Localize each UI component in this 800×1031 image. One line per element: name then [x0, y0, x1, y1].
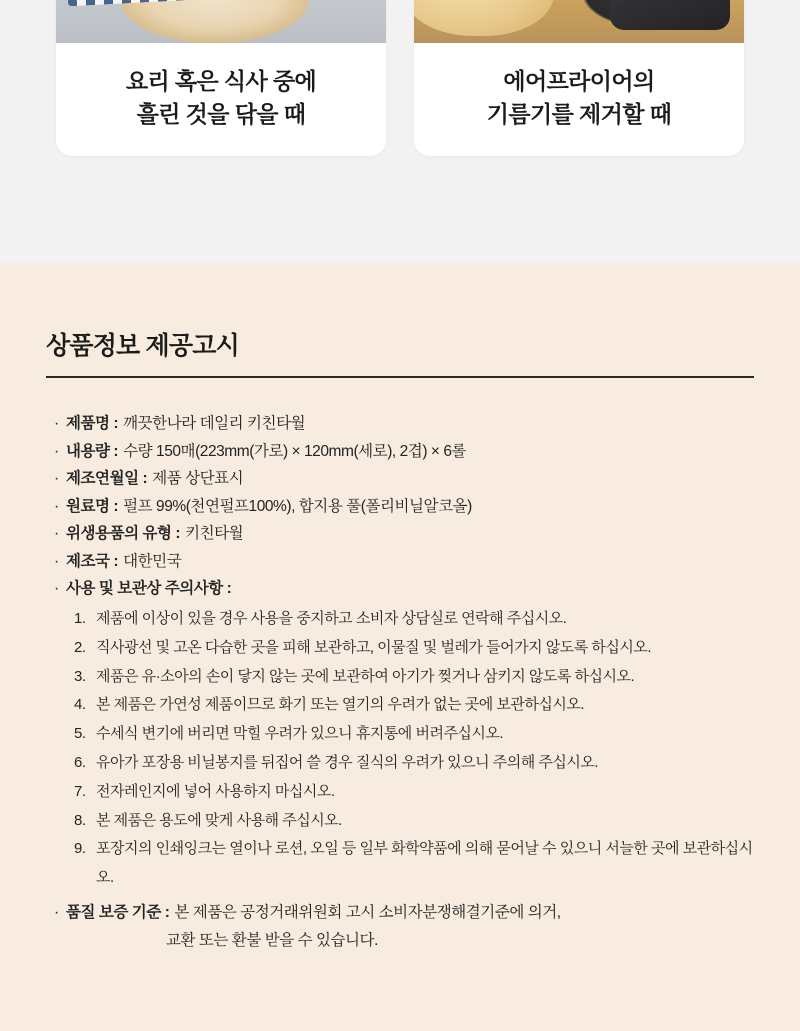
usage-card-cooking-spill — [56, 0, 386, 156]
spec-row-warranty — [46, 899, 754, 927]
bullet-icon: · — [54, 904, 59, 922]
bullet-icon: · — [54, 525, 59, 543]
precaution-item — [74, 663, 754, 692]
precaution-text: 포장지의 인쇄잉크는 열이나 로션, 오일 등 일부 화학약품에 의해 묻어날 수 있으니 서늘한 곳에 보관하십시오. — [96, 840, 753, 887]
spec-label: 내용량 : — [66, 442, 119, 460]
bullet-icon: · — [54, 470, 59, 488]
spec-row-hygiene-type — [46, 520, 754, 548]
warranty-second-line: 교환 또는 환불 받을 수 있습니다. — [166, 931, 378, 949]
precaution-text: 제품은 유·소아의 손이 닿지 않는 곳에 보관하여 아기가 찢거나 삼키지 않도록 하십시오. — [96, 667, 635, 685]
precaution-text: 직사광선 및 고온 다습한 곳을 피해 보관하고, 이물질 및 벌레가 들어가지 않도록 하십시오. — [96, 638, 651, 656]
spec-value: 깨끗한나라 데일리 키친타월 — [123, 415, 306, 432]
precaution-number: 2. — [74, 638, 86, 656]
spec-value: 펄프 99%(천연펄프100%), 합지용 풀(폴리비닐알코올) — [123, 497, 472, 515]
precaution-text: 전자레인지에 넣어 사용하지 마십시오. — [96, 782, 335, 800]
precaution-number: 4. — [74, 696, 86, 714]
precaution-item — [74, 691, 754, 720]
usage-card-caption — [56, 43, 386, 156]
spec-row-country-of-origin — [46, 548, 754, 576]
spec-value: 본 제품은 공정거래위원회 고시 소비자분쟁해결기준에 의거, — [174, 904, 561, 922]
spec-label: 제조연월일 : — [66, 470, 148, 488]
precaution-item — [74, 778, 754, 807]
spec-row-precautions-heading — [46, 575, 754, 603]
precaution-item — [74, 605, 754, 634]
spec-row-ingredients — [46, 493, 754, 521]
precaution-number: 3. — [74, 667, 86, 685]
spec-row-product-name — [46, 410, 754, 438]
title-divider — [46, 376, 754, 378]
precaution-number: 8. — [74, 811, 86, 829]
usage-card-caption — [414, 43, 744, 156]
precaution-text: 본 제품은 가연성 제품이므로 화기 또는 열기의 우려가 없는 곳에 보관하십시오. — [96, 696, 585, 714]
usage-card-caption-line1: 요리 혹은 식사 중에 — [125, 68, 317, 94]
spec-label: 원료명 : — [66, 497, 119, 515]
precaution-text: 유아가 포장용 비닐봉지를 뒤집어 쓸 경우 질식의 우려가 있으니 주의해 주십시오. — [96, 754, 599, 772]
spec-value: 수량 150매(223mm(가로) × 120mm(세로), 2겹) × 6롤 — [123, 442, 467, 460]
precaution-text: 수세식 변기에 버리면 막힐 우려가 있으니 휴지통에 버려주십시오. — [96, 725, 504, 743]
precaution-item — [74, 807, 754, 836]
usage-card-caption-line1: 에어프라이어의 — [503, 68, 655, 94]
precaution-item — [74, 749, 754, 778]
bullet-icon: · — [54, 580, 59, 598]
precaution-number: 7. — [74, 782, 86, 800]
bullet-icon: · — [54, 497, 59, 515]
spec-row-volume — [46, 438, 754, 466]
precaution-item — [74, 835, 754, 893]
precaution-text: 제품에 이상이 있을 경우 사용을 중지하고 소비자 상담실로 연락해 주십시오. — [96, 610, 567, 628]
air-fryer-photo — [414, 0, 744, 43]
spec-value: 제품 상단표시 — [152, 470, 244, 488]
product-info-panel — [0, 263, 800, 1031]
spec-row-manufacture-date — [46, 465, 754, 493]
precaution-number: 9. — [74, 840, 86, 858]
precaution-item — [74, 720, 754, 749]
usage-card-caption-line2: 흘린 것을 닦을 때 — [136, 100, 306, 127]
precaution-number: 1. — [74, 610, 86, 628]
product-info-title: 상품정보 제공고시 — [46, 332, 239, 360]
usage-card-air-fryer-grease — [414, 0, 744, 156]
usage-card-caption-line2: 기름기를 제거할 때 — [486, 100, 672, 127]
precaution-number: 5. — [74, 725, 86, 743]
spec-label: 사용 및 보관상 주의사항 : — [66, 580, 232, 598]
precaution-item — [74, 634, 754, 663]
spec-label: 제품명 : — [66, 415, 119, 432]
precaution-list — [46, 605, 754, 893]
bullet-icon: · — [54, 415, 59, 432]
usage-cards-band — [0, 0, 800, 263]
bullet-icon: · — [54, 442, 59, 460]
precaution-text: 본 제품은 용도에 맞게 사용해 주십시오. — [96, 811, 342, 829]
bullet-icon: · — [54, 552, 59, 570]
plate-with-egg-photo — [56, 0, 386, 43]
spec-value: 대한민국 — [123, 552, 182, 570]
spec-label: 위생용품의 유형 : — [66, 525, 181, 543]
spec-list — [46, 410, 754, 603]
spec-label: 품질 보증 기준 : — [66, 904, 170, 922]
spec-label: 제조국 : — [66, 552, 119, 570]
precaution-number: 6. — [74, 754, 86, 772]
usage-cards-row — [56, 0, 744, 156]
spec-value: 키친타월 — [185, 525, 244, 543]
